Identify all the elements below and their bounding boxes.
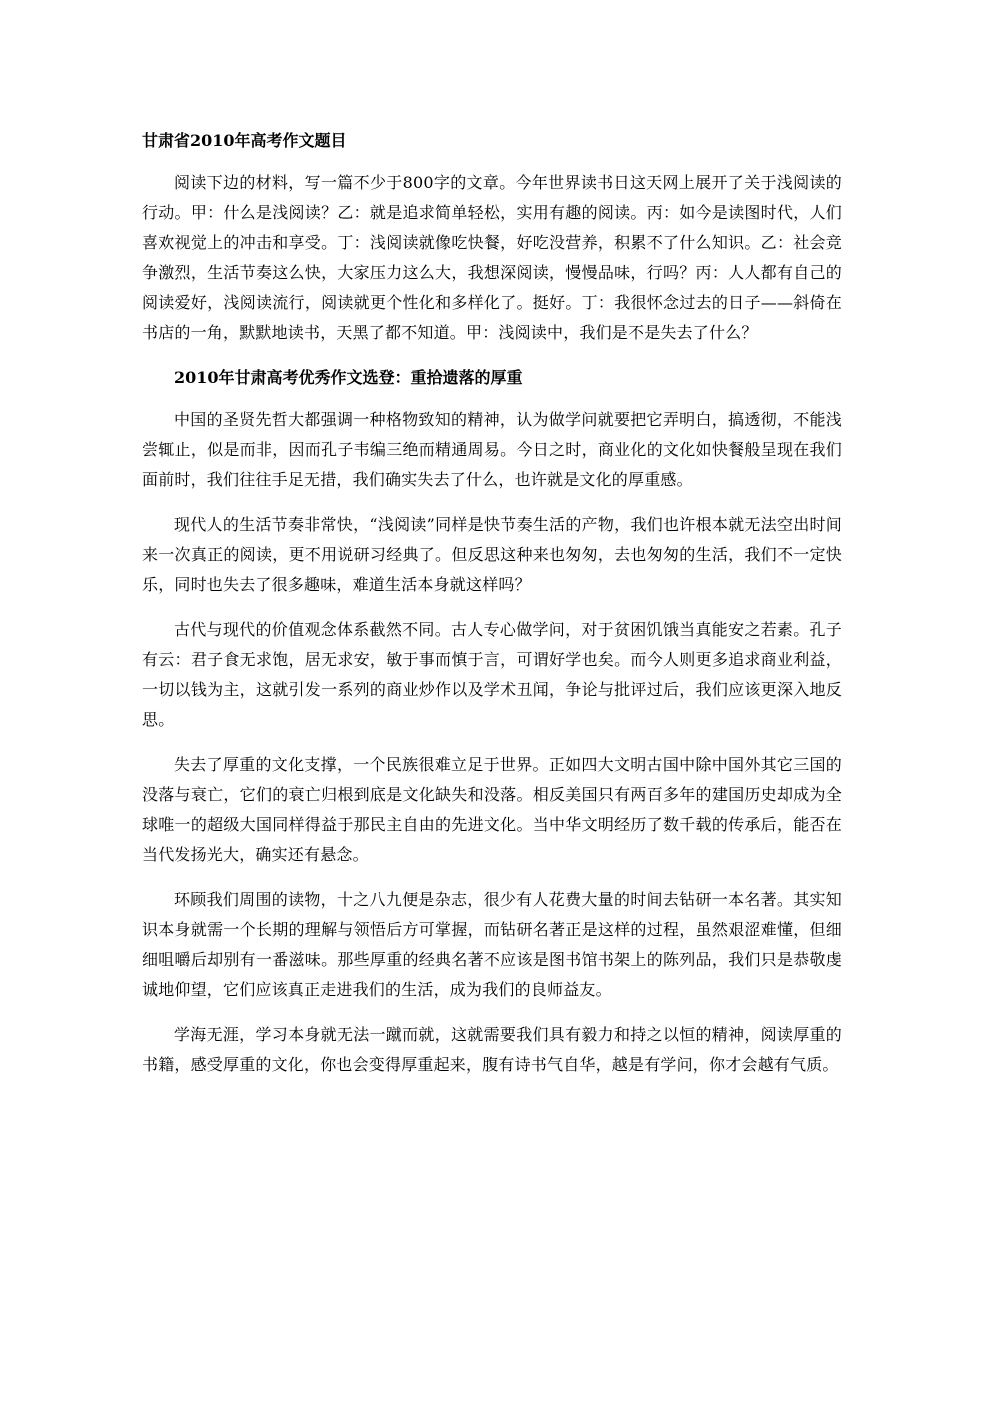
essay-paragraph-5: 环顾我们周围的读物，十之八九便是杂志，很少有人花费大量的时间去钻研一本名著。其实知识本身就需一个长期的理解与领悟后方可掌握，而钻研名著正是这样的过程，虽然艰涩难懂，但细细咀嚼后却别有一番滋味。那些厚重的经典名著不应该是图书馆书架上的陈列品，我们只是恭敬虔诚地仰望，它们应该真正走进我们的生活，成为我们的良师益友。 xyxy=(142,890,842,999)
essay-title: 2010年甘肃高考优秀作文选登：重拾遗落的厚重 xyxy=(174,368,523,387)
essay-paragraph-6: 学海无涯，学习本身就无法一蹴而就，这就需要我们具有毅力和持之以恒的精神，阅读厚重的书籍，感受厚重的文化，你也会变得厚重起来，腹有诗书气自华，越是有学问，你才会越有气质。 xyxy=(142,1025,842,1074)
essay-prompt: 阅读下边的材料，写一篇不少于800字的文章。今年世界读书日这天网上展开了关于浅阅读的行动。甲：什么是浅阅读？乙：就是追求简单轻松，实用有趣的阅读。丙：如今是读图时代，人们喜欢视觉上的冲击和享受。丁：浅阅读就像吃快餐，好吃没营养，积累不了什么知识。乙：社会竞争激烈，生活节奏这么快，大家压力这么大，我想深阅读，慢慢品味，行吗？丙：人人都有自己的阅读爱好，浅阅读流行，阅读就更个性化和多样化了。挺好。丁：我很怀念过去的日子——斜倚在书店的一角，默默地读书，天黑了都不知道。甲：浅阅读中，我们是不是失去了什么？ xyxy=(142,173,842,342)
document-body xyxy=(142,126,842,1095)
essay-paragraph-3: 古代与现代的价值观念体系截然不同。古人专心做学问，对于贫困饥饿当真能安之若素。孔子有云：君子食无求饱，居无求安，敏于事而慎于言，可谓好学也矣。而今人则更多追求商业利益，一切以钱为主，这就引发一系列的商业炒作以及学术丑闻，争论与批评过后，我们应该更深入地反思。 xyxy=(142,620,842,729)
page-title: 甘肃省2010年高考作文题目 xyxy=(142,131,347,150)
essay-paragraph-1: 中国的圣贤先哲大都强调一种格物致知的精神，认为做学问就要把它弄明白，搞透彻，不能浅尝辄止，似是而非，因而孔子韦编三绝而精通周易。今日之时，商业化的文化如快餐般呈现在我们面前时，我们往往手足无措，我们确实失去了什么，也许就是文化的厚重感。 xyxy=(142,410,842,489)
essay-paragraph-2: 现代人的生活节奏非常快，“浅阅读”同样是快节奏生活的产物，我们也许根本就无法空出时间来一次真正的阅读，更不用说研习经典了。但反思这种来也匆匆，去也匆匆的生活，我们不一定快乐，同时也失去了很多趣味，难道生活本身就这样吗？ xyxy=(142,515,842,594)
essay-paragraph-4: 失去了厚重的文化支撑，一个民族很难立足于世界。正如四大文明古国中除中国外其它三国的没落与衰亡，它们的衰亡归根到底是文化缺失和没落。相反美国只有两百多年的建国历史却成为全球唯一的超级大国同样得益于那民主自由的先进文化。当中华文明经历了数千载的传承后，能否在当代发扬光大，确实还有悬念。 xyxy=(142,755,842,864)
